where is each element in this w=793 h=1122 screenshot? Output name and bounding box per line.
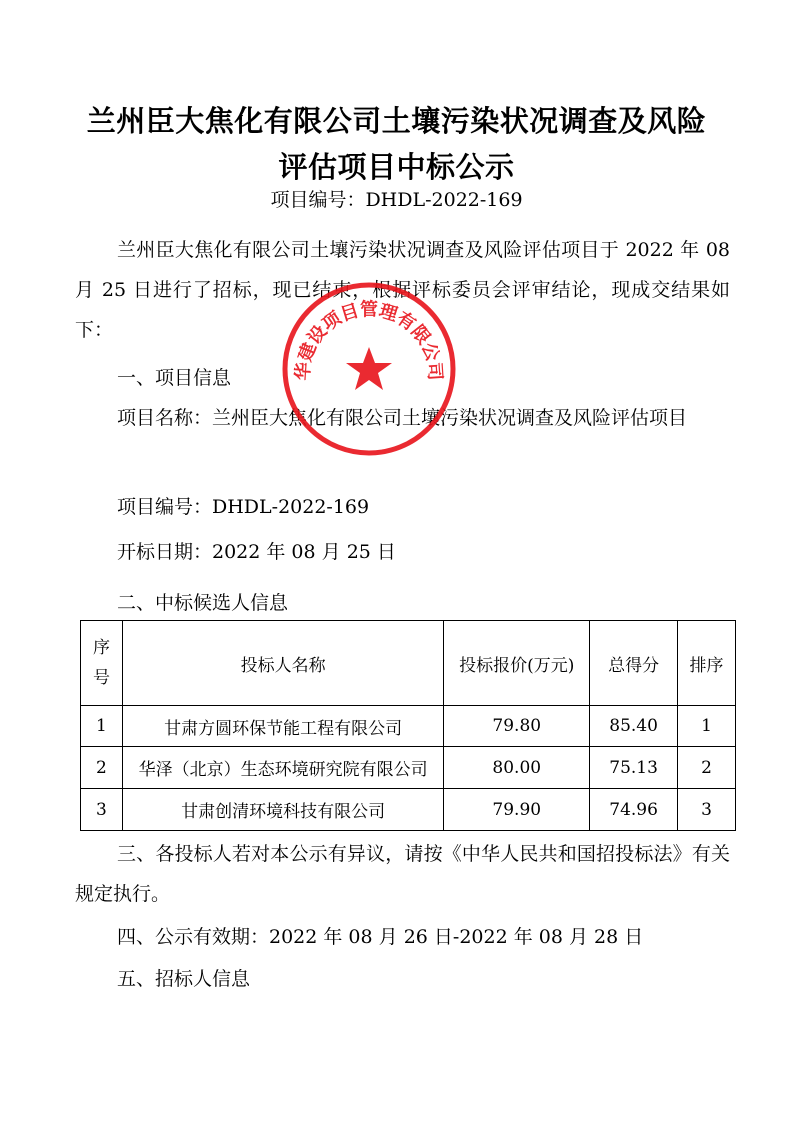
- opening-date: 开标日期：2022 年 08 月 25 日: [117, 541, 396, 563]
- header-price: 投标报价(万元): [444, 621, 590, 706]
- cell-rank: 2: [678, 747, 736, 789]
- cell-rank: 3: [678, 789, 736, 831]
- seal-text: 华建设项目管理有限公司: [292, 299, 446, 382]
- candidates-table: [80, 620, 736, 831]
- header-seq: [81, 621, 123, 706]
- project-number: 项目编号：DHDL-2022-169: [117, 496, 370, 518]
- table-row: [81, 747, 736, 789]
- section-5-title: 五、招标人信息: [117, 968, 251, 990]
- cell-price: 79.90: [444, 789, 590, 831]
- cell-score: 85.40: [590, 706, 678, 747]
- header-score: 总得分: [590, 621, 678, 706]
- table-row: [81, 789, 736, 831]
- header-seq-line-1: 序: [92, 638, 110, 658]
- section-4-text: 四、公示有效期：2022 年 08 月 26 日-2022 年 08 月 28 日: [117, 926, 644, 948]
- seal-star-icon: [346, 347, 392, 390]
- section-2-title: 二、中标候选人信息: [117, 592, 289, 614]
- cell-seq: 2: [81, 747, 123, 789]
- title-line-1: 兰州臣大焦化有限公司土壤污染状况调查及风险: [86, 104, 707, 138]
- cell-name: 甘肃创清环境科技有限公司: [122, 789, 443, 831]
- cell-price: 79.80: [444, 706, 590, 747]
- table-row: [81, 706, 736, 747]
- table-header-row: [81, 621, 736, 706]
- project-name: 项目名称：兰州臣大焦化有限公司土壤污染状况调查及风险评估项目: [117, 407, 688, 429]
- cell-score: 75.13: [590, 747, 678, 789]
- project-number-header: 项目编号：DHDL-2022-169: [270, 189, 523, 211]
- cell-seq: 3: [81, 789, 123, 831]
- header-rank: 排序: [678, 621, 736, 706]
- section-1-title: 一、项目信息: [117, 367, 232, 389]
- title-line-2: 评估项目中标公示: [278, 150, 515, 184]
- cell-seq: 1: [81, 706, 123, 747]
- cell-name: 甘肃方圆环保节能工程有限公司: [122, 706, 443, 747]
- intro-paragraph: 兰州臣大焦化有限公司土壤污染状况调查及风险评估项目于 2022 年 08 月 25 日进行了招标，现已结束，根据评标委员会评审结论，现成交结果如下：: [75, 239, 730, 341]
- cell-name: 华泽（北京）生态环境研究院有限公司: [122, 747, 443, 789]
- cell-score: 74.96: [590, 789, 678, 831]
- header-name: 投标人名称: [122, 621, 443, 706]
- company-seal: [279, 279, 459, 459]
- cell-price: 80.00: [444, 747, 590, 789]
- section-3-text: 三、各投标人若对本公示有异议，请按《中华人民共和国招投标法》有关规定执行。: [75, 843, 730, 905]
- header-seq-line-2: 号: [92, 668, 110, 688]
- cell-rank: 1: [678, 706, 736, 747]
- document-title: [60, 98, 733, 190]
